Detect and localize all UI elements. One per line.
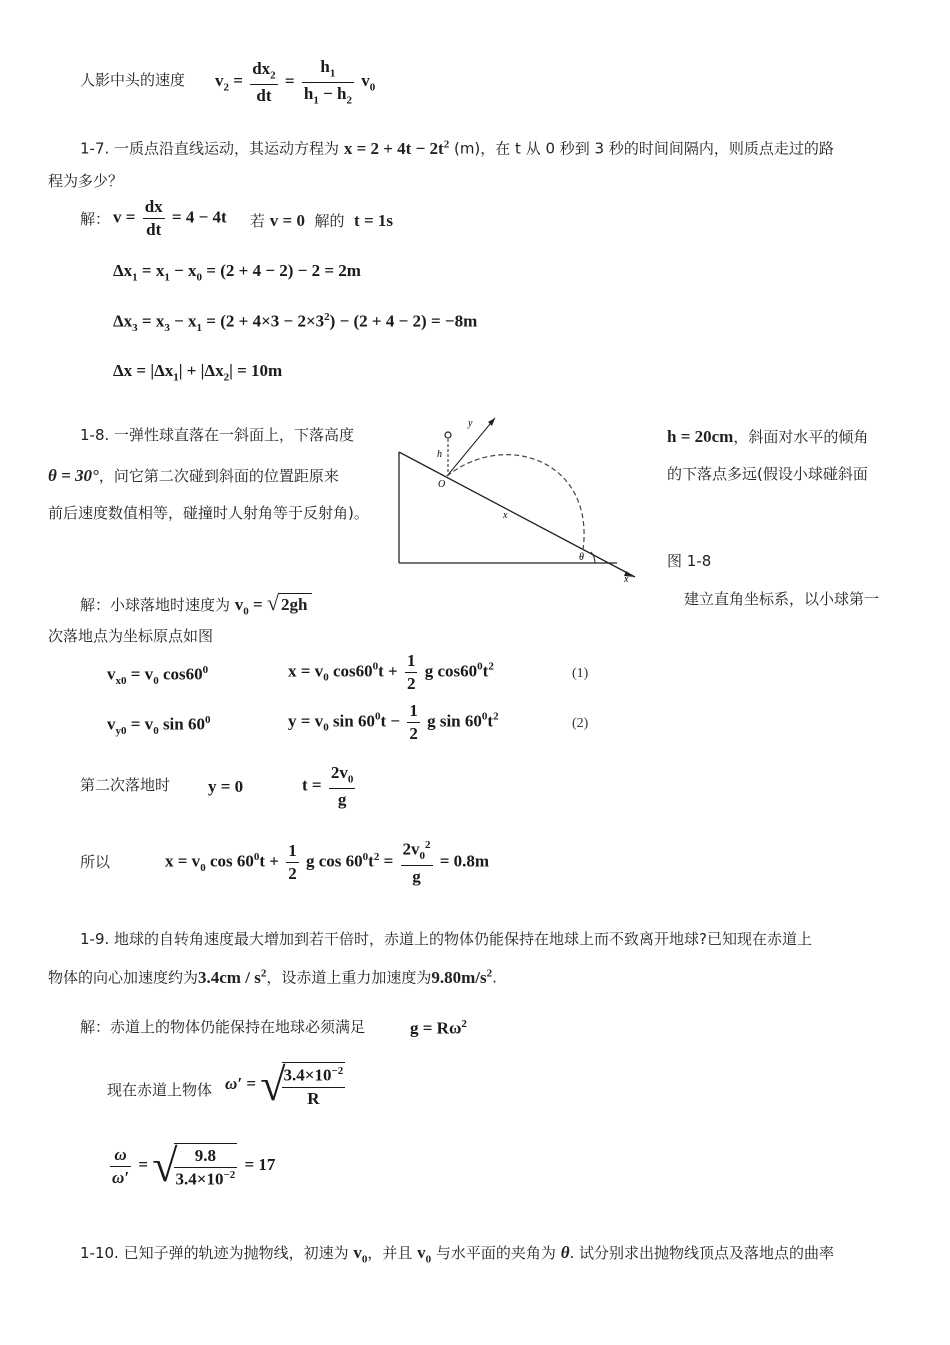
eq1-left: $v_{x0} = v_0$ $\cos 60^0$ [107, 664, 209, 688]
solution-1-9: 解：赤道上的物体仍能保持在地球必须满足 [80, 1018, 366, 1036]
velocity-zero-condition: 若 v = 0 解的 t = 1s [250, 211, 394, 230]
fig-label-h: h [437, 449, 442, 460]
omega-prime-label: 现在赤道上物体 [107, 1081, 213, 1099]
head-speed-label: 人影中头的速度 [80, 71, 186, 89]
second-landing-y: y = 0 [208, 777, 244, 796]
figure-caption: 图 1-8 [667, 552, 712, 570]
problem-1-8-line2a: θ = 30°，问它第二次碰到斜面的位置距原来 [48, 466, 339, 485]
omega-ratio-eq: $\frac{\omega}{\omega'}$ = √ $\frac{9.8}{3.4\times 10^{-2}}$ = 17 [112, 1140, 276, 1191]
problem-1-10-line1: 1-10. 已知子弹的轨迹为抛物线，初速为 $v_0$，并且 $v_0$ 与水平面的夹角为 θ. 试分别求出抛物线顶点及落地点的曲率 [80, 1243, 835, 1266]
velocity-formula: v = $\frac{dx}{dt}$ = 4 − 4t [113, 197, 227, 239]
fig-label-o: O [438, 479, 446, 490]
problem-1-7-line1: 1-7. 一质点沿直线运动，其运动方程为 $x = 2 + 4t - 2t^2$ (m)，在 t 从 0 秒到 3 秒的时间间隔内，则质点走过的路 [80, 138, 834, 158]
solution-1-8-line1b: 建立直角坐标系，以小球第一 [684, 590, 880, 608]
problem-1-8-line1b: h = 20cm，斜面对水平的倾角 [667, 427, 869, 446]
fig-label-y: y [468, 418, 473, 429]
delta-x-total: $\Delta x = |\Delta x_1| + |\Delta x_2| = 10m$ [113, 361, 283, 384]
second-landing-label: 第二次落地时 [80, 776, 171, 794]
omega-prime-eq: ω′ = √ $\frac{3.4\times 10^{-2}}{R}$ [225, 1059, 344, 1110]
final-distance-eq: $x = v_0$ $\cos 60^0t$ + $\frac{1}{2}$ g $\cos 60^0t^2$ = $\frac{2v_0^2}{g}$ = 0.8m [165, 839, 490, 886]
eq1-right: $x = v_0$ $\cos 60^0t$ + $\frac{1}{2}$ g $\cos 60^0t^2$ [288, 651, 494, 693]
solution-label: 解： [80, 210, 111, 228]
trajectory-arc [447, 455, 584, 550]
eq2-left: $v_{y0} = v_0$ $\sin 60^0$ [107, 714, 211, 738]
incline-figure [395, 410, 650, 585]
eq1-number: (1) [572, 666, 589, 681]
eq2-right: $y = v_0$ $\sin 60^0t$ − $\frac{1}{2}$ g $\sin 60^0t^2$ [288, 701, 499, 743]
ball-icon [445, 432, 451, 438]
eq2-number: (2) [572, 716, 589, 731]
fig-label-theta: θ [579, 552, 584, 563]
head-speed-formula: $v_2$ = $\frac{dx_2}{dt}$ = $\frac{h_1}{h_1 - h_2}$ $v_0$ [215, 57, 376, 107]
incline-slope [399, 452, 635, 577]
theta-arc [591, 552, 595, 563]
fig-label-x: x [503, 510, 508, 521]
delta-x1: $\Delta x_1 = x_1 - x_0 = (2 + 4 - 2) - 2 = 2m$ [113, 261, 361, 284]
fig-label-xaxis: x [624, 574, 629, 585]
problem-1-8-line3: 前后速度数值相等，碰撞时人射角等于反射角)。 [48, 504, 369, 522]
second-landing-t: t = $\frac{2v_0}{g}$ [302, 763, 354, 809]
delta-x3: $\Delta x_3 = x_3 - x_1 = (2 + 4\times 3 - 2\times 3^2) - (2 + 4 - 2) = -8m$ [113, 311, 478, 335]
solution-1-8-line2: 次落地点为坐标原点如图 [48, 627, 214, 645]
problem-1-8-line1a: 1-8. 一弹性球直落在一斜面上，下落高度 [80, 426, 355, 444]
solution-1-9-condition: $g = R\omega^2$ [410, 1018, 467, 1038]
problem-1-8-line2b: 的下落点多远(假设小球碰斜面 [667, 465, 868, 483]
problem-1-9-line1: 1-9. 地球的自转角速度最大增加到若干倍时，赤道上的物体仍能保持在地球上而不致离开地球?已知现在赤道上 [80, 930, 813, 948]
problem-1-9-line2: 物体的向心加速度约为$3.4cm / s^2$，设赤道上重力加速度为$9.80m/s^2$. [48, 967, 497, 987]
solution-1-8-line1: 解：小球落地时速度为 $v_0$ = √ 2gh [80, 592, 312, 617]
so-label: 所以 [80, 853, 111, 871]
problem-1-7-line2: 程为多少？ [48, 172, 124, 190]
